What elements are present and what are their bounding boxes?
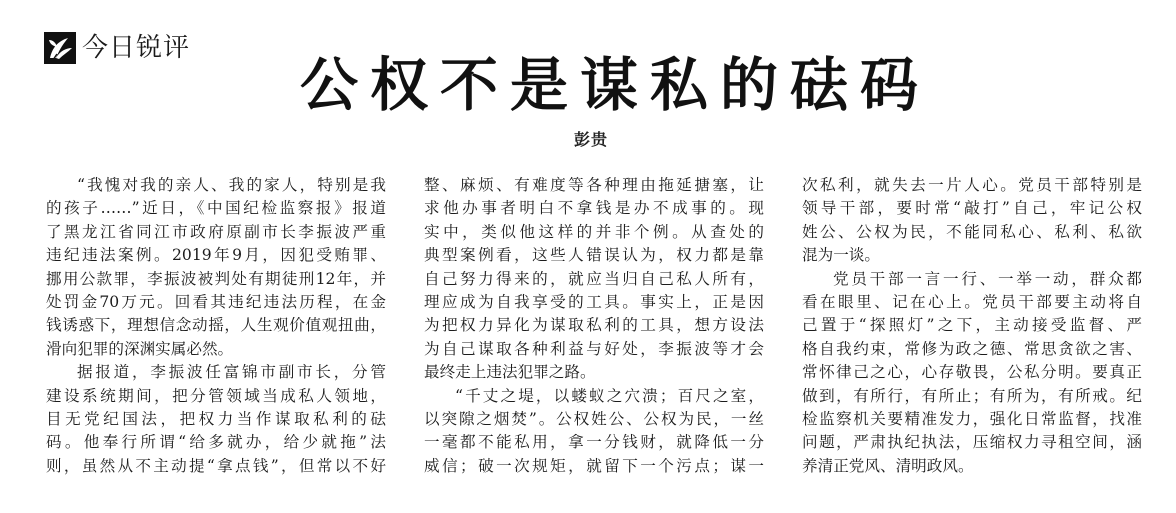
text-line: 的孩子……”近日，《中国纪检监察报》报道 [46, 199, 386, 218]
text-line: 违纪违法案例。2019年9月，因犯受贿罪、 [46, 246, 386, 265]
text-line: 理应成为自我享受的工具。事实上，正是因 [424, 292, 764, 311]
headline: 公权不是谋私的砝码 [300, 51, 931, 119]
text-line: 格自我约束，常修为政之德、常思贪欲之害、 [802, 339, 1142, 358]
text-line: 为把权力异化为谋取私利的工具，想方设法 [424, 316, 764, 335]
text-line: 次私利，就失去一片人心。党员干部特别是 [802, 176, 1142, 194]
text-line: 目无党纪国法，把权力当作谋取私利的砝 [46, 409, 386, 428]
text-line: 以突隙之烟焚”。公权姓公、公权为民，一丝 [424, 409, 764, 428]
text-line: 求他办事者明白不拿钱是办不成事的。现 [424, 199, 764, 218]
text-line: 滑向犯罪的深渊实属必然。 [46, 339, 234, 358]
article-column-3 [802, 174, 1142, 478]
text-line: 码。他奉行所谓“给多就办，给少就拖”法 [46, 433, 386, 452]
text-line: 自己努力得来的，就应当归自己私人所有， [424, 269, 764, 288]
column-name: 今日锐评 [82, 33, 191, 63]
author-byline: 彭贵 [574, 130, 609, 149]
text-line: 据报道，李振波任富锦市副市长，分管 [77, 363, 386, 382]
text-line: 了黑龙江省同江市政府原副市长李振波严重 [46, 222, 386, 241]
text-line: 典型案例看，这些人错误认为，权力都是靠 [424, 246, 764, 265]
text-line: 为自己谋取各种利益与好处，李振波等才会 [424, 339, 764, 358]
article-column-1 [46, 174, 386, 478]
text-line: 检监察机关要精准发力，强化日常监督，找准 [802, 409, 1142, 428]
text-line: 整、麻烦、有难度等各种理由拖延搪塞，让 [424, 176, 764, 194]
text-line: 姓公、公权为民，不能同私心、私利、私欲 [802, 222, 1142, 241]
text-line: 一毫都不能私用，拿一分钱财，就降低一分 [424, 433, 764, 452]
text-line: 看在眼里、记在心上。党员干部要主动将自 [802, 292, 1142, 311]
text-line: 养清正党风、清明政风。 [802, 456, 974, 475]
text-line: 己置于“探照灯”之下，主动接受监督、严 [802, 316, 1142, 335]
text-line: 最终走上违法犯罪之路。 [424, 363, 596, 382]
text-line: 建设系统期间，把分管领域当成私人领地， [46, 386, 386, 405]
leaf-logo-icon [44, 32, 76, 64]
text-line: 威信；破一次规矩，就留下一个污点；谋一 [424, 456, 764, 475]
text-line: “千丈之堤，以蝼蚁之穴溃；百尺之室， [455, 386, 764, 405]
text-line: “我愧对我的亲人、我的家人，特别是我 [77, 176, 386, 194]
text-line: 问题，严肃执纪执法，压缩权力寻租空间，涵 [802, 433, 1142, 452]
text-line: 党员干部一言一行、一举一动，群众都 [833, 269, 1142, 288]
text-line: 常怀律己之心，心存敬畏，公私分明。要真正 [802, 363, 1142, 382]
article-column-2 [424, 174, 764, 478]
text-line: 混为一谈。 [802, 246, 880, 265]
text-line: 钱诱惑下，理想信念动摇，人生观价值观扭曲， [46, 316, 386, 335]
text-line: 实中，类似他这样的并非个例。从查处的 [424, 222, 764, 241]
text-line: 处罚金70万元。回看其违纪违法历程，在金 [46, 292, 386, 311]
column-header [44, 30, 190, 66]
text-line: 做到，有所行，有所止；有所为，有所戒。纪 [802, 386, 1142, 405]
text-line: 领导干部，要时常“敲打”自己，牢记公权 [802, 199, 1142, 218]
text-line: 挪用公款罪，李振波被判处有期徒刑12年，并 [46, 269, 386, 288]
text-line: 则，虽然从不主动提“拿点钱”，但常以不好 [46, 456, 386, 475]
